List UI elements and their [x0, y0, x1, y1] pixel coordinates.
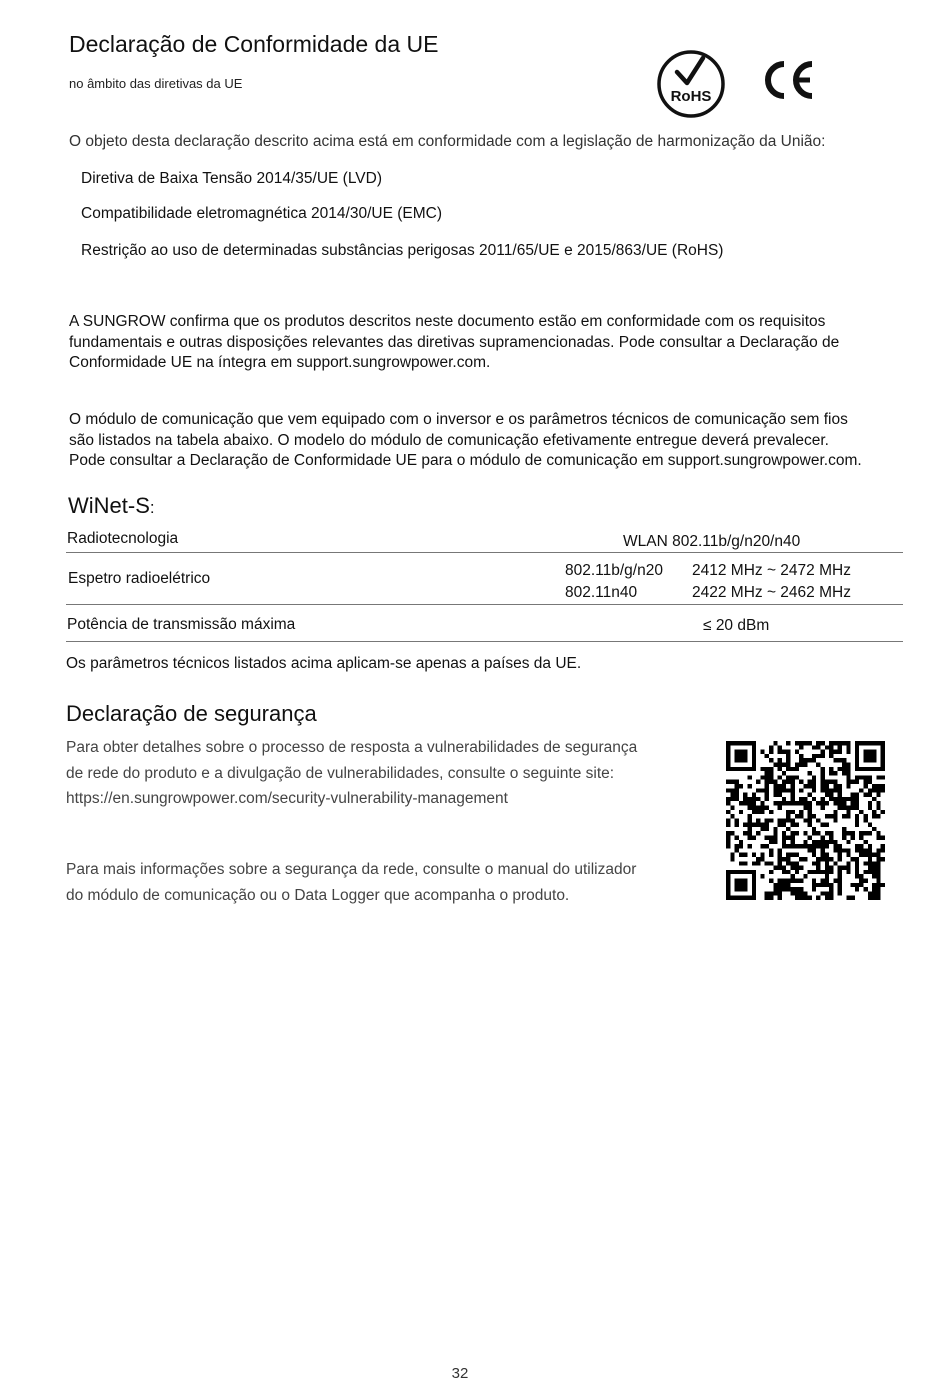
table-divider — [66, 552, 903, 553]
spectrum-mode-2: 802.11n40 — [565, 584, 638, 601]
paragraph-line: Para mais informações sobre a segurança da rede, consulte o manual do utilizador — [66, 861, 637, 878]
winet-title-text: WiNet-S — [68, 493, 150, 518]
paragraph-line: do módulo de comunicação ou o Data Logger que acompanha o produto. — [66, 886, 570, 904]
sungrow-confirmation-paragraph — [69, 312, 839, 374]
directive-emc: Compatibilidade eletromagnética 2014/30/UE (EMC) — [81, 205, 442, 222]
max-power-value: ≤ 20 dBm — [703, 617, 770, 634]
winet-title-colon: : — [149, 498, 155, 517]
table-divider — [66, 604, 903, 605]
radio-tech-label: Radiotecnologia — [67, 530, 179, 547]
spectrum-range-1: 2412 MHz ~ 2472 MHz — [692, 562, 851, 579]
ce-mark-icon — [760, 58, 816, 102]
directive-lvd: Diretiva de Baixa Tensão 2014/35/UE (LVD) — [81, 170, 382, 187]
paragraph-line: são listados na tabela abaixo. O modelo do módulo de comunicação efetivamente entregue deverá prevalecer. — [69, 431, 829, 449]
page-number: 32 — [451, 1365, 469, 1382]
eu-only-note: Os parâmetros técnicos listados acima aplicam-se apenas a países da UE. — [66, 655, 582, 672]
max-power-label: Potência de transmissão máxima — [67, 616, 296, 633]
paragraph-line: Para obter detalhes sobre o processo de resposta a vulnerabilidades de segurança — [66, 739, 638, 756]
spectrum-range-2: 2422 MHz ~ 2462 MHz — [692, 584, 851, 601]
radio-tech-value: WLAN 802.11b/g/n20/n40 — [623, 533, 801, 550]
spectrum-mode-1: 802.11b/g/n20 — [565, 562, 663, 579]
winet-title — [68, 493, 155, 519]
qr-code-icon — [726, 741, 885, 900]
rohs-label: RoHS — [670, 88, 712, 105]
conformity-intro: O objeto desta declaração descrito acima está em conformidade com a legislação de harmonização da União: — [69, 133, 826, 150]
paragraph-line: Conformidade UE na íntegra em support.sungrowpower.com. — [69, 354, 491, 371]
paragraph-line: A SUNGROW confirma que os produtos descritos neste documento estão em conformidade com os requisitos — [69, 313, 826, 330]
doc-title: Declaração de Conformidade da UE — [69, 31, 439, 57]
table-divider — [66, 641, 903, 642]
spectrum-label: Espetro radioelétrico — [68, 570, 211, 587]
paragraph-line: O módulo de comunicação que vem equipado com o inversor e os parâmetros técnicos de comunicação sem fios — [69, 411, 848, 428]
rohs-logo-icon — [656, 49, 726, 119]
doc-subtitle: no âmbito das diretivas da UE — [69, 76, 243, 91]
directive-rohs: Restrição ao uso de determinadas substâncias perigosas 2011/65/UE e 2015/863/UE (RoHS) — [81, 242, 724, 259]
security-url: https://en.sungrowpower.com/security-vulnerability-management — [66, 790, 508, 807]
paragraph-line: de rede do produto e a divulgação de vulnerabilidades, consulte o seguinte site: — [66, 764, 615, 782]
security-paragraph-1 — [66, 735, 637, 812]
security-paragraph-2 — [66, 857, 636, 908]
security-title: Declaração de segurança — [66, 701, 317, 726]
paragraph-line: Pode consultar a Declaração de Conformidade UE para o módulo de comunicação em support.sungrowpower.com. — [69, 452, 862, 469]
paragraph-line: fundamentais e outras disposições relevantes das diretivas supramencionadas. Pode consultar a Declaração de — [69, 333, 840, 351]
module-paragraph — [69, 410, 862, 472]
